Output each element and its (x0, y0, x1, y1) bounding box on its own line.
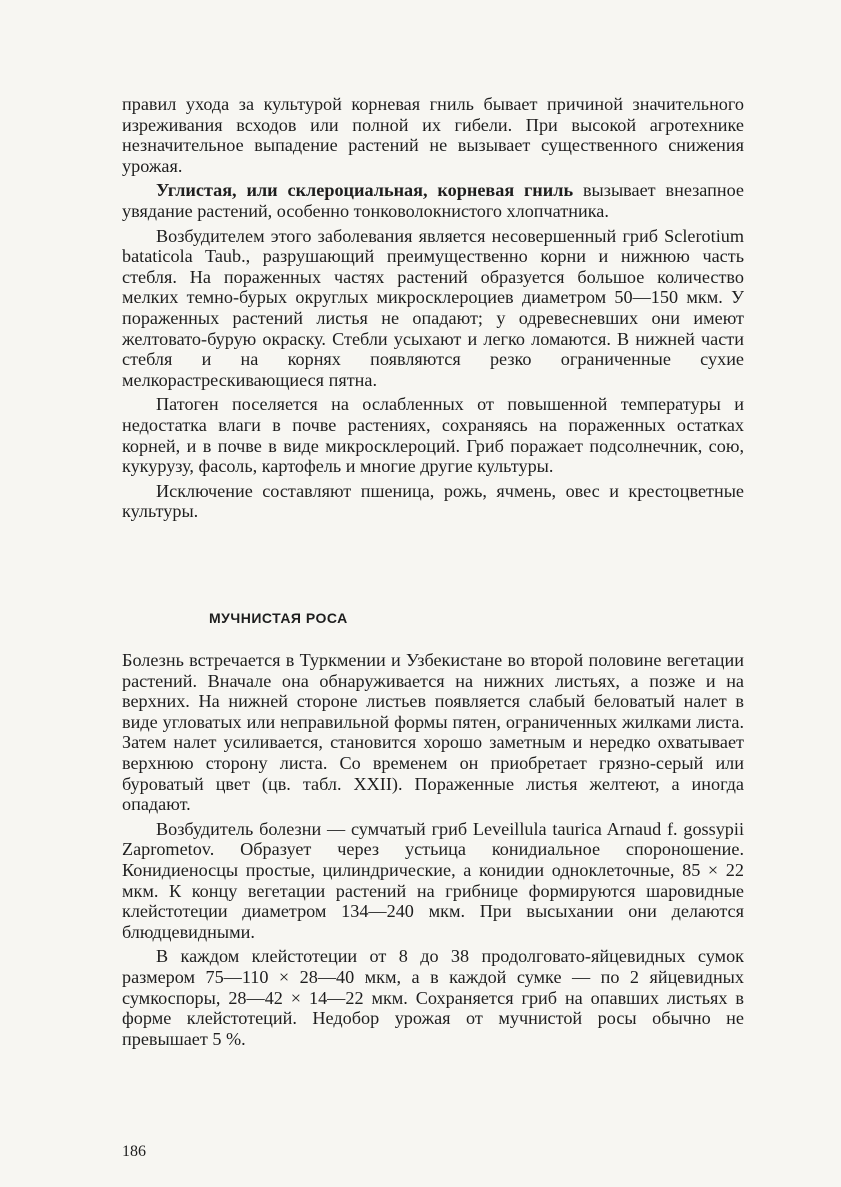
paragraph: Возбудитель болезни — сумчатый гриб Leveillula taurica Arnaud f. gossypii Zaprometov. Образует через устьица конидиальное спороношение. Конидиеносцы простые, цилиндрические, а конидии одноклеточные, 85 × 22 мкм. К концу вегетации растений на грибнице формируются шаровидные клейстотеции диаметром 134—240 мкм. При высыхании они делаются блюдцевидными. (122, 818, 744, 942)
paragraph: Возбудителем этого заболевания является несовершенный гриб Sclerotium bataticola Taub., разрушающий преимущественно корни и нижнюю часть стебля. На пораженных частях растений образуется большое количество мелких темно-бурых округлых микросклероциев диаметром 50—150 мкм. У пораженных растений листья не опадают; у одревесневших они имеют желтовато-бурую окраску. Стебли усыхают и легко ломаются. В нижней части стебля и на корнях появляются резко ограниченные сухие мелкорастрескивающиеся пятна. (122, 225, 744, 390)
section-text-powdery-mildew (122, 650, 744, 1049)
page-number: 186 (122, 1143, 146, 1160)
section-heading: МУЧНИСТАЯ РОСА (209, 610, 348, 626)
paragraph-text: вызывает внезапное увядание растений, особенно тонковолокнистого хлопчатника. (122, 180, 744, 221)
term-bold: Углистая, или склероциальная, корневая гниль (156, 180, 574, 201)
paragraph: Болезнь встречается в Туркмении и Узбекистане во второй половине вегетации растений. Вначале она обнаруживается на нижних листьях, а позже и на верхних. На нижней стороне листьев появляется слабый беловатый налет в виде угловатых или неправильной формы пятен, ограниченных жилками листа. Затем налет усиливается, становится хорошо заметным и нередко охватывает верхнюю сторону листа. Со временем он приобретает грязно-серый или буроватый цвет (цв. табл. XXII). Пораженные листья желтеют, а иногда опадают. (122, 650, 744, 815)
paragraph: В каждом клейстотеции от 8 до 38 продолговато-яйцевидных сумок размером 75—110 × 28—40 мкм, а в каждой сумке — по 2 яйцевидных сумкоспоры, 28—42 × 14—22 мкм. Сохраняется гриб на опавших листьях в форме клейстотеций. Недобор урожая от мучнистой росы обычно не превышает 5 %. (122, 946, 744, 1049)
paragraph: Исключение составляют пшеница, рожь, ячмень, овес и крестоцветные культуры. (122, 480, 744, 522)
paragraph-charcoal-rot (122, 180, 744, 221)
section-text-root-rot (122, 94, 744, 522)
paragraph: правил ухода за культурой корневая гниль бывает причиной значительного изреживания всходов или полной их гибели. При высокой агротехнике незначительное выпадение растений не вызывает существенного снижения урожая. (122, 94, 744, 176)
paragraph: Патоген поселяется на ослабленных от повышенной температуры и недостатка влаги в почве растениях, сохраняясь на пораженных остатках корней, и в почве в виде микросклероций. Гриб поражает подсолнечник, сою, кукурузу, фасоль, картофель и многие другие культуры. (122, 394, 744, 477)
